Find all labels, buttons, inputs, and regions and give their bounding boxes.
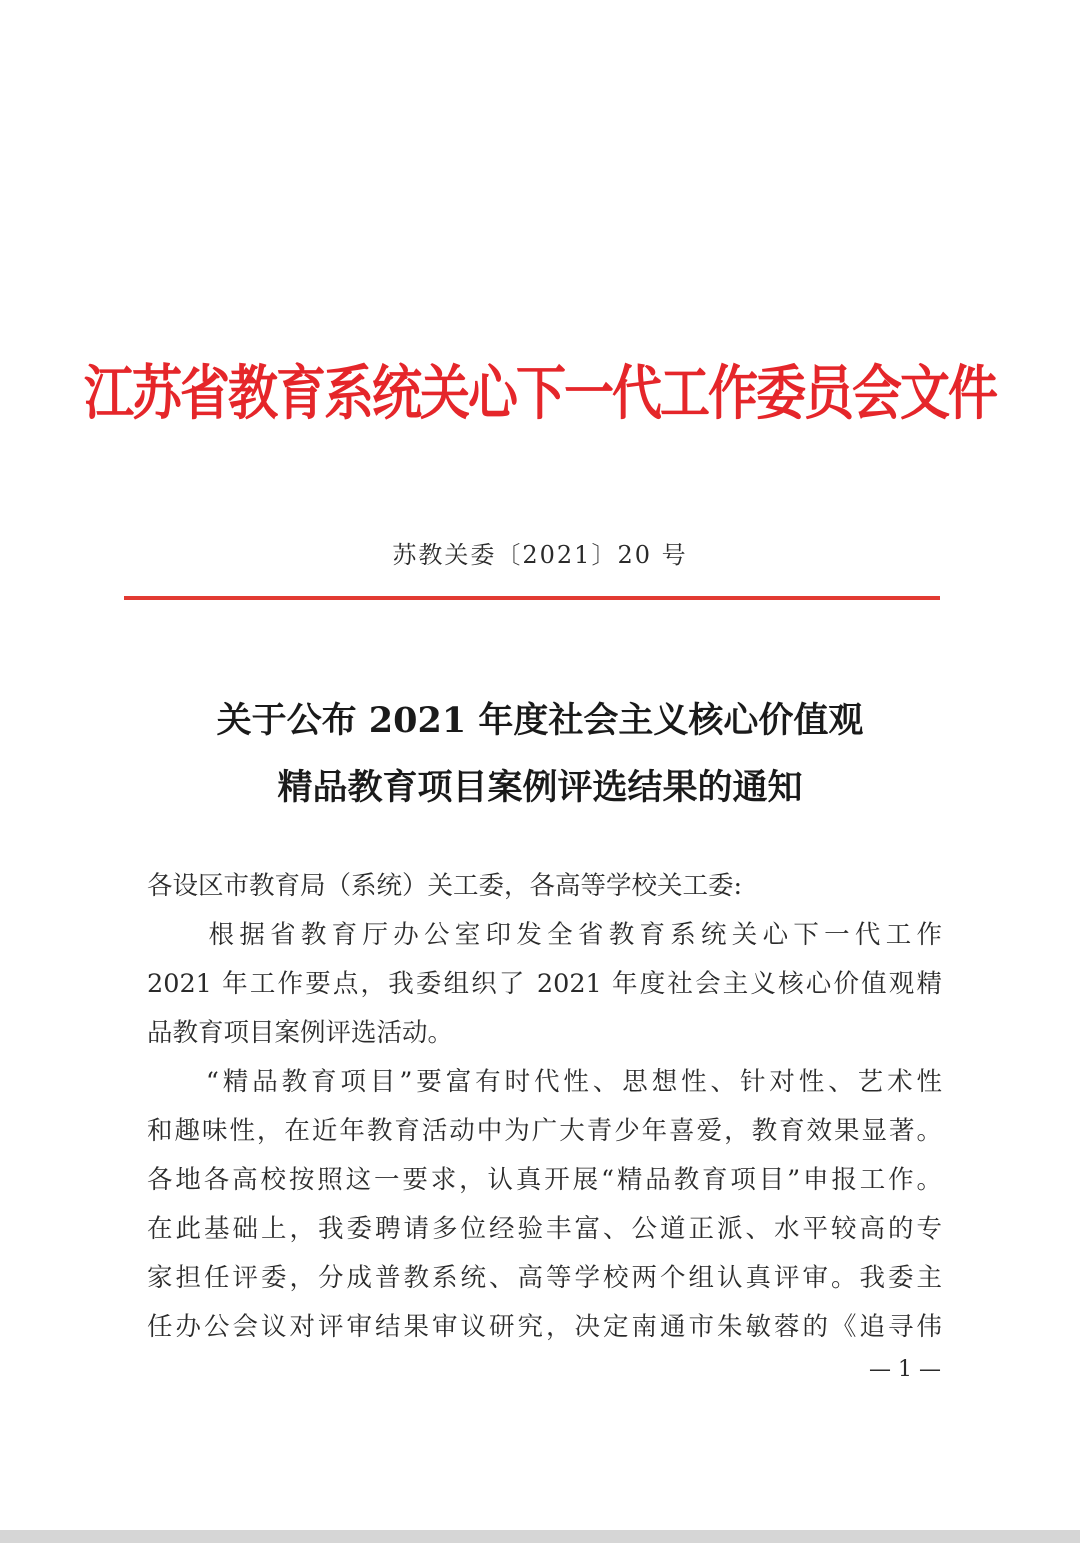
page-number: — 1 — xyxy=(869,1357,941,1382)
notice-title-line-2: 精品教育项目案例评选结果的通知 xyxy=(277,767,803,808)
body-text-line: 2021 年工作要点，我委组织了 2021 年度社会主义核心价值观精 xyxy=(147,969,942,999)
issuer-header-title: 江苏省教育系统关心下一代工作委员会文件 xyxy=(84,357,996,428)
body-text-line: 各地各高校按照这一要求，认真开展“精品教育项目”申报工作。 xyxy=(147,1165,942,1195)
body-text-line: “精品教育项目”要富有时代性、思想性、针对性、艺术性 xyxy=(147,1067,942,1097)
body-text-line: 品教育项目案例评选活动。 xyxy=(147,1018,454,1048)
document-number: 苏教关委〔2021〕20 号 xyxy=(392,541,688,569)
notice-title-line-1: 关于公布 2021 年度社会主义核心价值观 xyxy=(216,700,864,741)
body-text-line: 任办公会议对评审结果审议研究，决定南通市朱敏蓉的《追寻伟 xyxy=(147,1312,942,1342)
bottom-gray-strip xyxy=(0,1530,1080,1543)
salutation-line: 各设区市教育局（系统）关工委，各高等学校关工委: xyxy=(147,871,743,901)
body-text-line: 和趣味性，在近年教育活动中为广大青少年喜爱，教育效果显著。 xyxy=(147,1116,942,1146)
body-text-line: 在此基础上，我委聘请多位经验丰富、公道正派、水平较高的专 xyxy=(147,1214,942,1244)
body-text-line: 家担任评委，分成普教系统、高等学校两个组认真评审。我委主 xyxy=(147,1263,942,1293)
red-separator-rule xyxy=(124,596,940,600)
body-text-line: 根据省教育厅办公室印发全省教育系统关心下一代工作 xyxy=(147,920,942,950)
